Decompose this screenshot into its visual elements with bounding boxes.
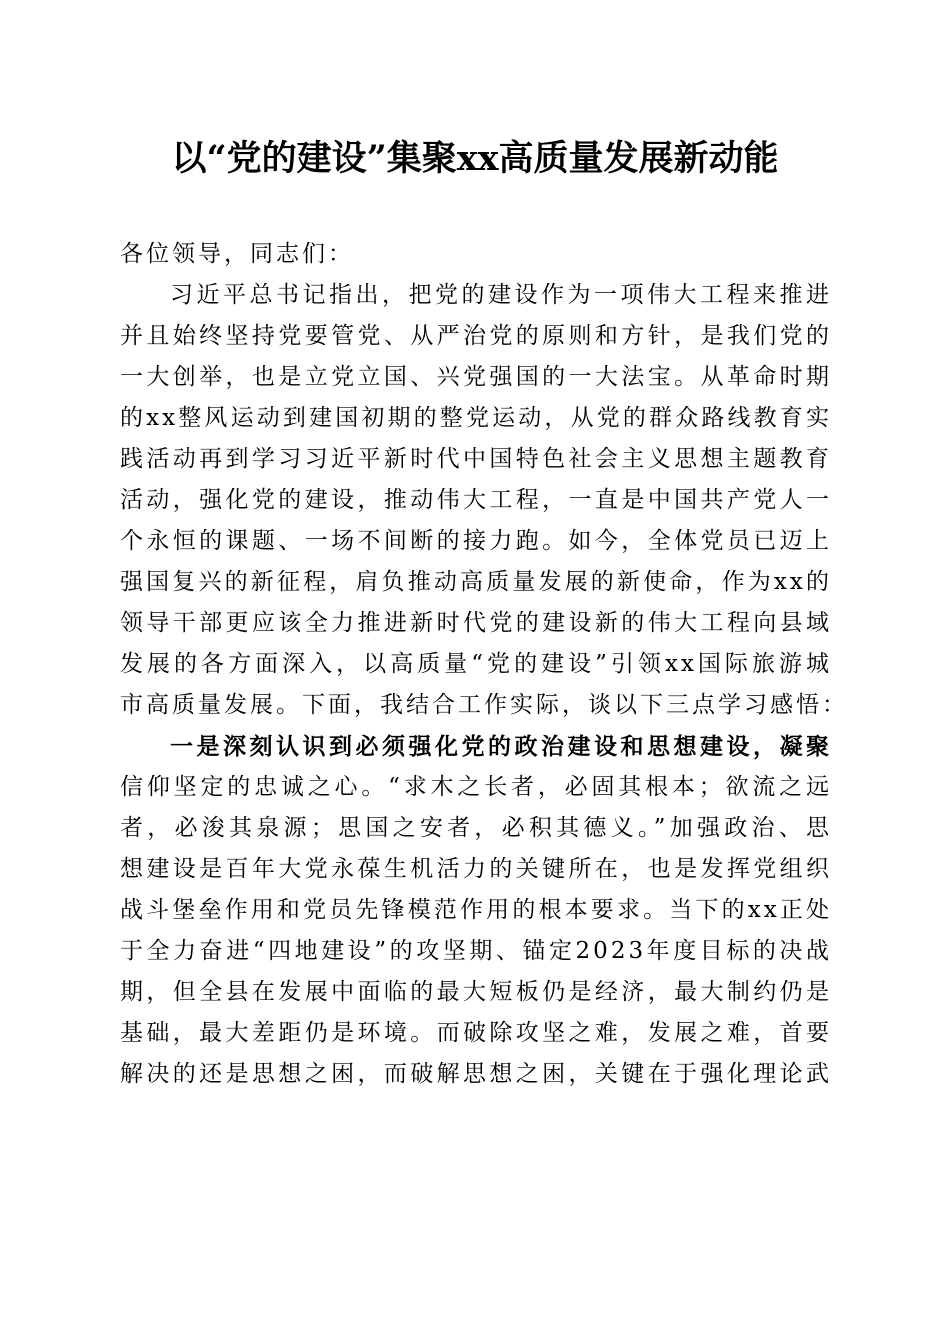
- paragraph2-line: 期，但全县在发展中面临的最大短板仍是经济，最大制约仍是: [120, 979, 832, 1005]
- paragraph2-line: 基础，最大差距仍是环境。而破除攻坚之难，发展之难，首要: [120, 1020, 832, 1046]
- paragraph2-line: 者，必浚其泉源；思国之安者，必积其德义。”加强政治、思: [120, 815, 832, 841]
- paragraph2-line: 战斗堡垒作用和党员先锋模范作用的根本要求。当下的xx正处: [120, 897, 832, 923]
- paragraph1-line: 强国复兴的新征程，肩负推动高质量发展的新使命，作为xx的: [120, 569, 832, 595]
- paragraph1-line: 个永恒的课题、一场不间断的接力跑。如今，全体党员已迈上: [120, 528, 832, 554]
- paragraph1-line: 领导干部更应该全力推进新时代党的建设新的伟大工程向县域: [120, 610, 832, 636]
- paragraph1-line: 并且始终坚持党要管党、从严治党的原则和方针，是我们党的: [120, 323, 832, 349]
- paragraph1-line: 的xx整风运动到建国初期的整党运动，从党的群众路线教育实: [120, 405, 832, 431]
- paragraph1-line: 活动，强化党的建设，推动伟大工程，一直是中国共产党人一: [120, 487, 832, 513]
- greeting: 各位领导，同志们：: [120, 241, 354, 267]
- paragraph1-line: 践活动再到学习习近平新时代中国特色社会主义思想主题教育: [120, 446, 832, 472]
- paragraph2-line: 于全力奋进“四地建设”的攻坚期、锚定2023年度目标的决战: [120, 938, 832, 964]
- paragraph2-line: 想建设是百年大党永葆生机活力的关键所在，也是发挥党组织: [120, 856, 832, 882]
- paragraph2-line: 解决的还是思想之困，而破解思想之困，关键在于强化理论武: [120, 1061, 832, 1087]
- paragraph2-line: 一是深刻认识到必须强化党的政治建设和思想建设，凝聚: [170, 733, 832, 760]
- document-body: [120, 234, 848, 1095]
- paragraph1-line: 市高质量发展。下面，我结合工作实际，谈以下三点学习感悟：: [120, 692, 848, 718]
- paragraph1-line: 习近平总书记指出，把党的建设作为一项伟大工程来推进: [170, 282, 832, 308]
- paragraph1-line: 发展的各方面深入，以高质量“党的建设”引领xx国际旅游城: [120, 651, 832, 677]
- document-title: 以“党的建设”集聚xx高质量发展新动能: [171, 138, 779, 179]
- paragraph2-line: 信仰坚定的忠诚之心。“求木之长者，必固其根本；欲流之远: [120, 774, 832, 800]
- paragraph1-line: 一大创举，也是立党立国、兴党强国的一大法宝。从革命时期: [120, 364, 832, 390]
